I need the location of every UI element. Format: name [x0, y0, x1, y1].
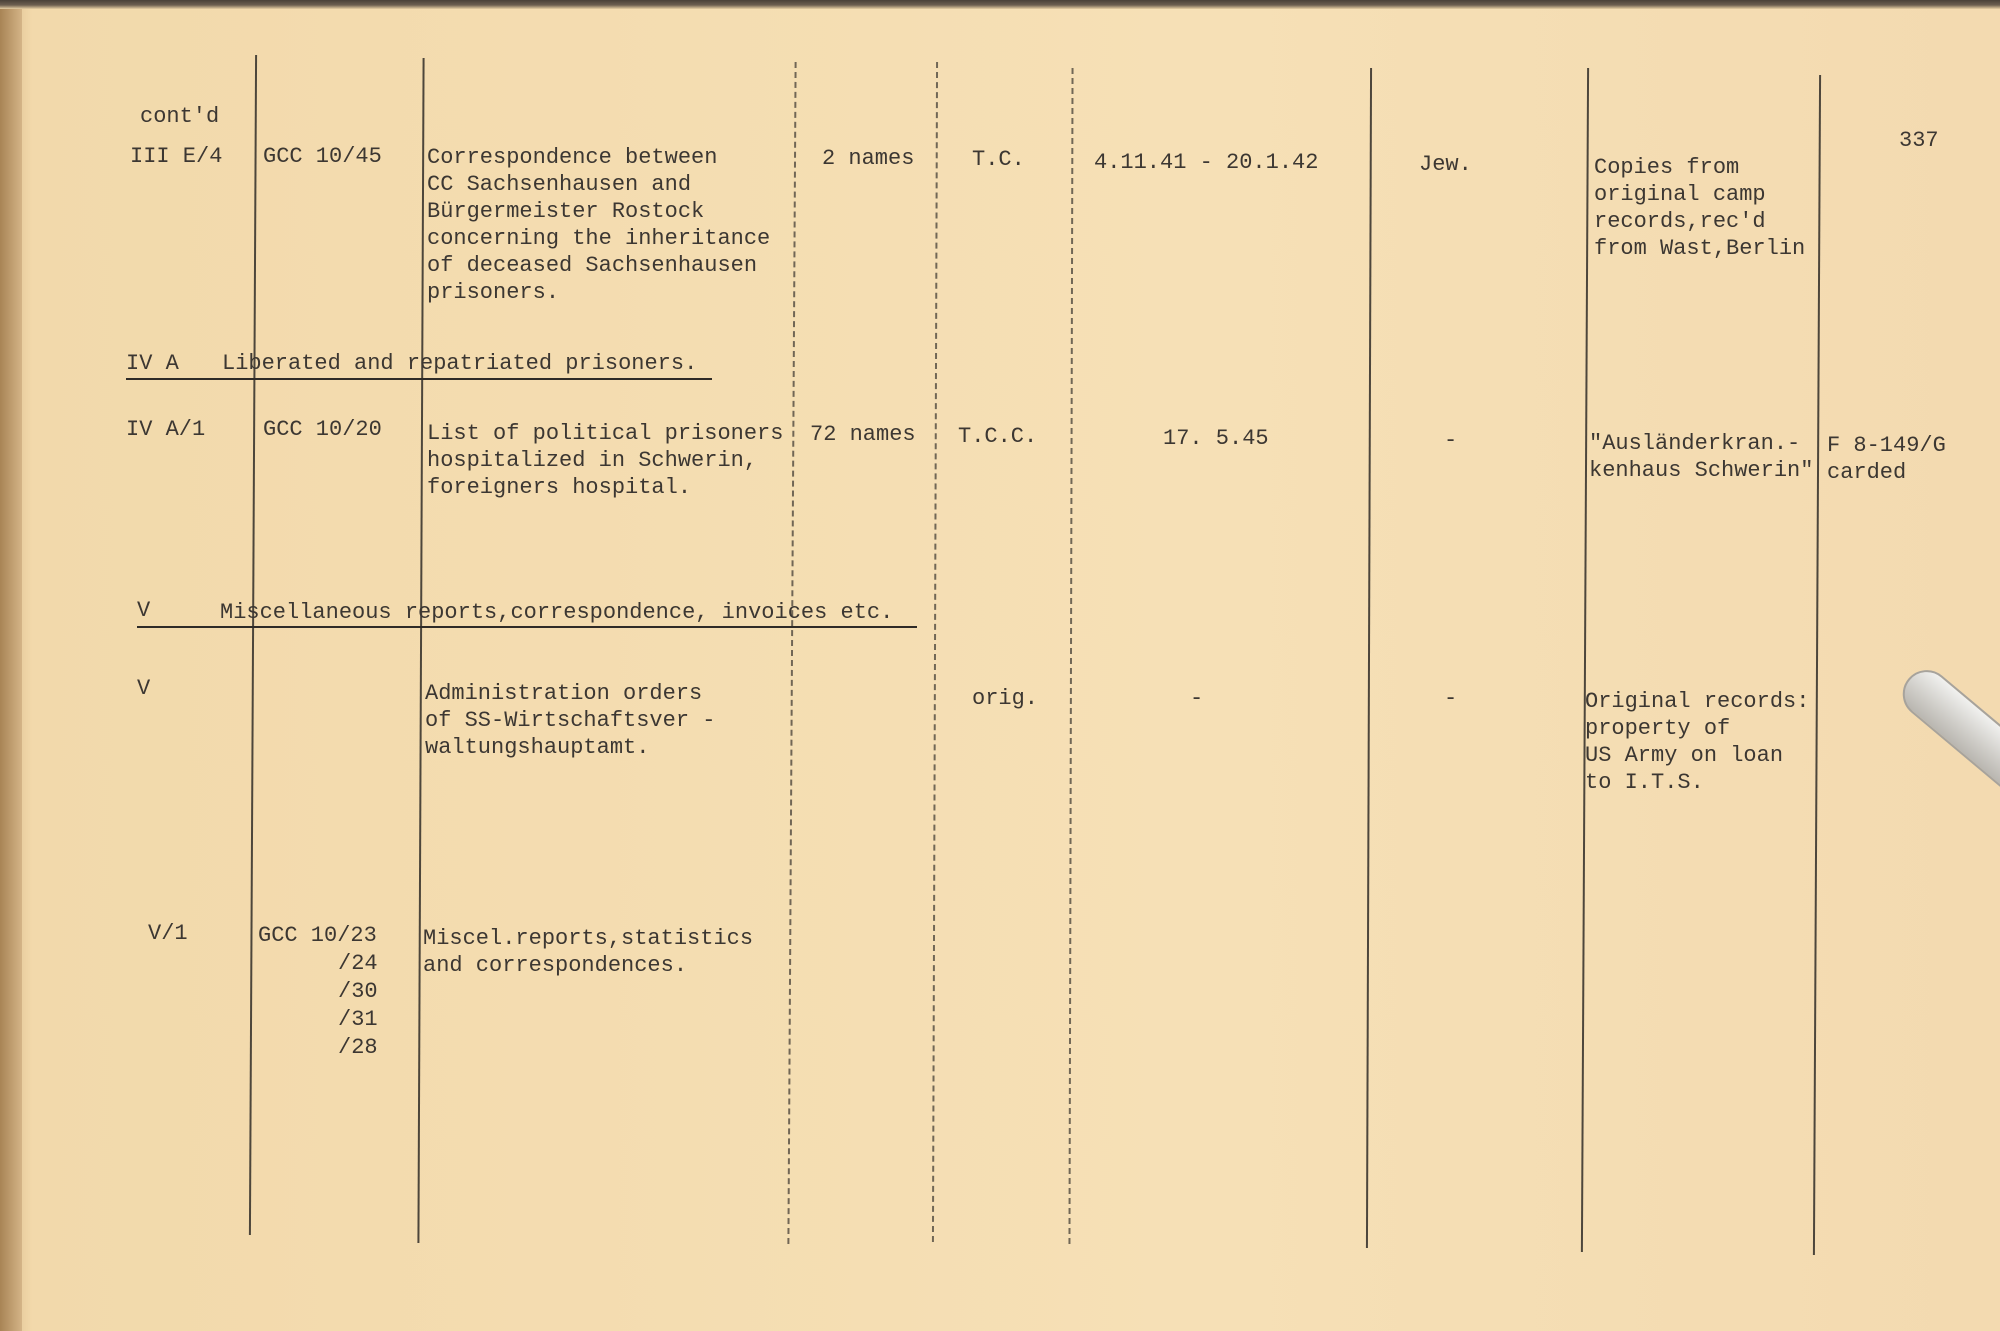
row-file: GCC 10/23 — [258, 923, 377, 948]
row-dates: 4.11.41 - 20.1.42 — [1094, 150, 1319, 175]
row-ref: V/1 — [148, 921, 188, 946]
row-ref: IV A/1 — [126, 417, 206, 442]
row-category: - — [1444, 686, 1458, 711]
row-category: Jew. — [1419, 152, 1472, 177]
row-type: T.C.C. — [958, 424, 1038, 449]
row-description: List of political prisoners hospitalized in Schwerin, foreigners hospital. — [427, 421, 784, 500]
paper-clip — [1893, 660, 2000, 802]
row-extra: F 8-149/G carded — [1827, 433, 1946, 485]
column-rule-2 — [417, 58, 424, 1243]
section-underline — [126, 378, 712, 380]
continuation-note: cont'd — [140, 104, 220, 129]
column-rule-3 — [787, 62, 796, 1244]
row-file-continuation: /24 /30 /31 /28 — [338, 951, 378, 1060]
row-count: 72 names — [810, 422, 916, 447]
row-dates: - — [1190, 686, 1204, 711]
row-type: orig. — [972, 686, 1039, 711]
page-number: 337 — [1899, 128, 1939, 153]
row-category: - — [1444, 428, 1458, 453]
row-description: Miscel.reports,statistics and correspondences. — [423, 926, 754, 978]
row-remarks: Copies from original camp records,rec'd from Wast,Berlin — [1594, 155, 1806, 261]
section-code: IV A — [126, 351, 179, 376]
column-rule-8 — [1813, 75, 1821, 1255]
book-spine — [0, 0, 22, 1331]
section-underline — [137, 626, 917, 628]
section-title: Liberated and repatriated prisoners. — [222, 351, 698, 376]
row-description: Correspondence between CC Sachsenhausen and Bürgermeister Rostock concerning the inheritance of deceased Sachsenhausen prisoners. — [427, 145, 771, 305]
column-rule-7 — [1581, 68, 1589, 1252]
row-file: GCC 10/45 — [263, 144, 382, 169]
row-type: T.C. — [972, 147, 1025, 172]
page-top-edge — [0, 0, 2000, 9]
row-file: GCC 10/20 — [263, 417, 382, 442]
column-rule-1 — [249, 55, 257, 1235]
row-count: 2 names — [822, 146, 915, 171]
column-rule-6 — [1366, 68, 1372, 1248]
row-dates: 17. 5.45 — [1163, 426, 1269, 451]
row-ref: V — [137, 676, 151, 701]
section-title: Miscellaneous reports,correspondence, invoices etc. — [220, 600, 894, 625]
row-remarks: Original records: property of US Army on loan to I.T.S. — [1585, 689, 1810, 795]
row-ref: III E/4 — [130, 144, 223, 169]
row-description: Administration orders of SS-Wirtschaftsver - waltungshauptamt. — [425, 681, 716, 760]
row-remarks: "Ausländerkran.- kenhaus Schwerin" — [1589, 431, 1814, 483]
column-rule-5 — [1068, 68, 1073, 1244]
section-code: V — [137, 598, 151, 623]
column-rule-4 — [932, 62, 938, 1242]
